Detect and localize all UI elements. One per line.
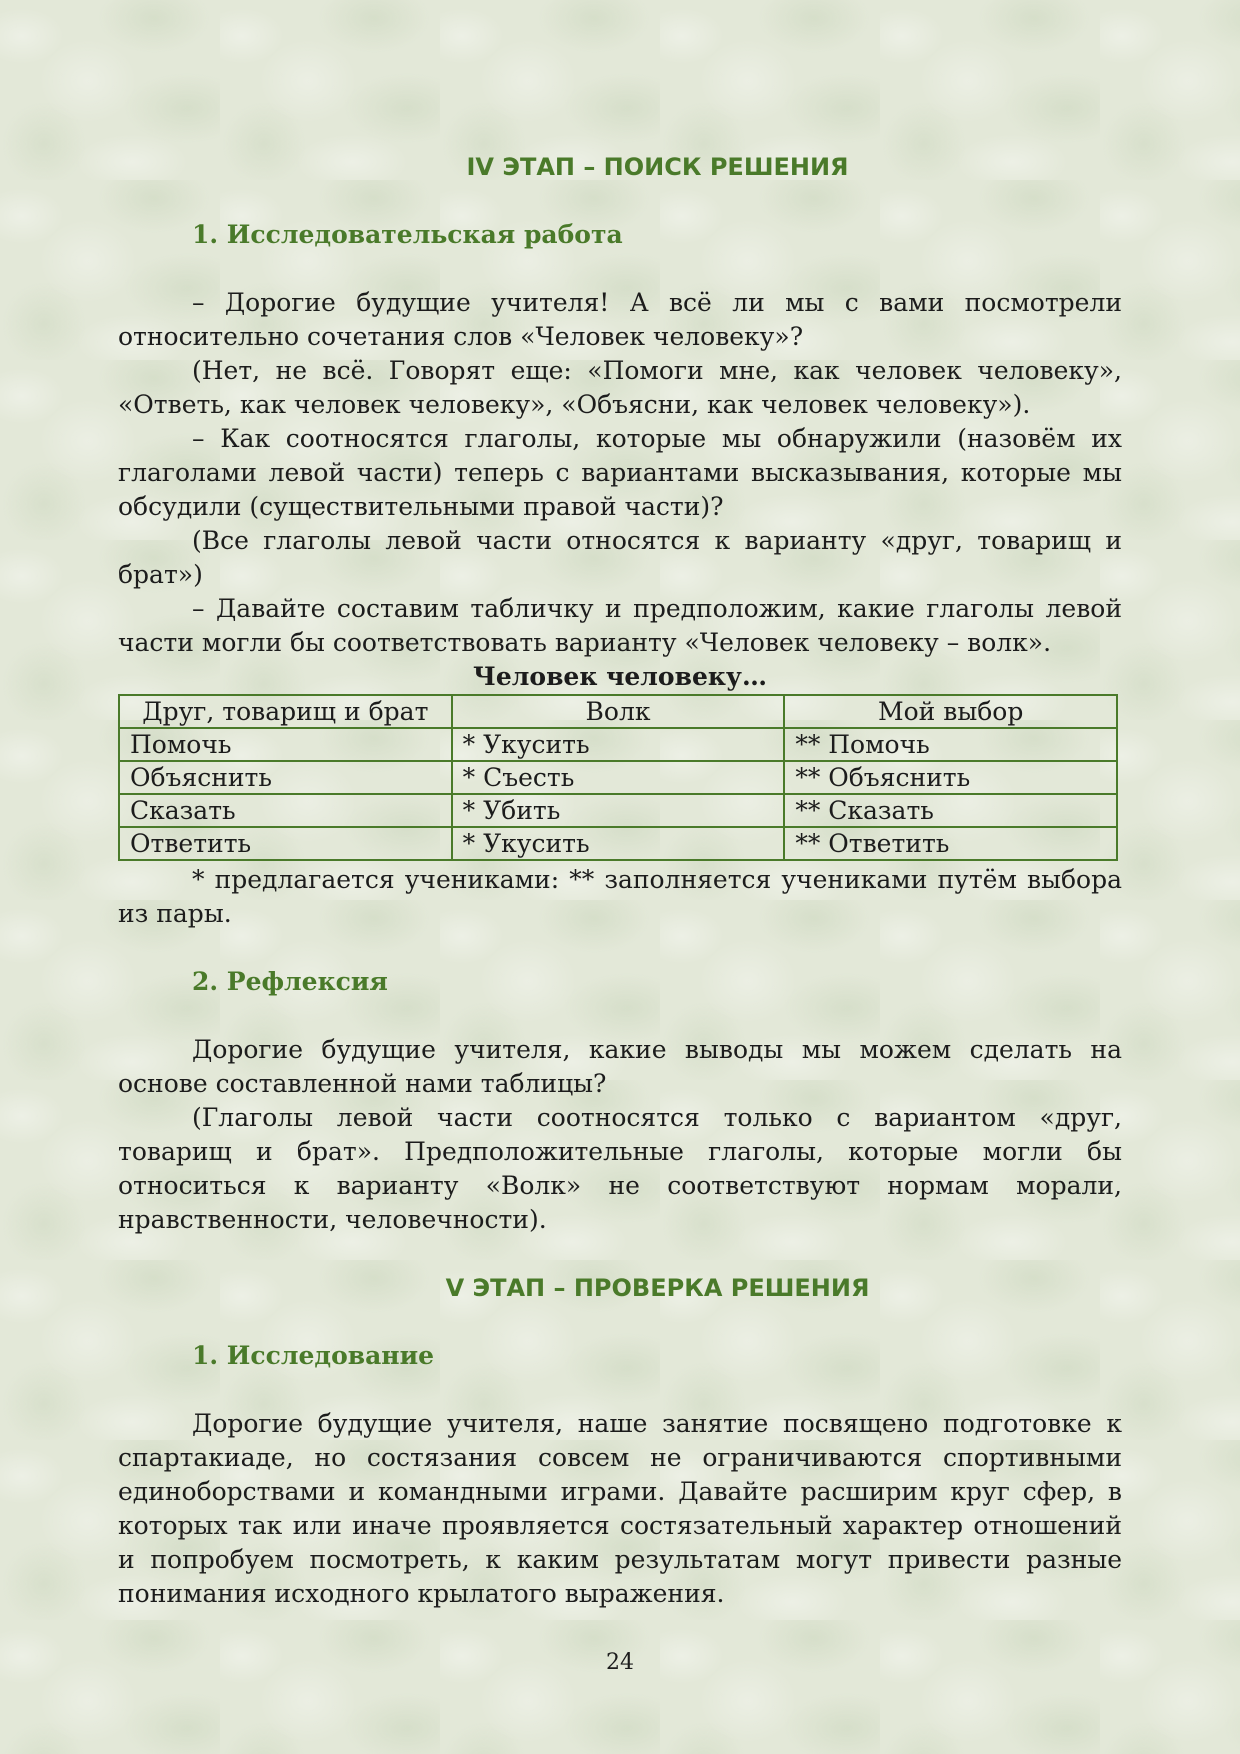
paragraph: (Все глаголы левой части относятся к варианту «друг, товарищ и брат») xyxy=(118,526,1122,589)
table-cell: * Укусить xyxy=(452,827,785,860)
page-number: 24 xyxy=(606,1650,634,1675)
table-cell: ** Ответить xyxy=(784,827,1117,860)
paragraph: (Нет, не всё. Говорят еще: «Помоги мне, как человек человеку», «Ответь, как человек человеку», «Объясни, как человек человеку»). xyxy=(118,356,1122,419)
table-header-row xyxy=(119,695,1117,728)
table-cell: * Убить xyxy=(452,794,785,827)
section-research-title: 1. Исследовательская работа xyxy=(192,220,623,249)
paragraph: Дорогие будущие учителя, наше занятие посвящено подготовке к спартакиаде, но состязания совсем не ограничиваются спортивными единоборствами и командными играми. Давайте расширим круг сфер, в которых так или иначе проявляется состязательный характер отношений и попробуем посмотреть, к каким результатам могут привести разные понимания исходного крылатого выражения. xyxy=(118,1409,1122,1608)
table-row xyxy=(119,728,1117,761)
table-cell: * Съесть xyxy=(452,761,785,794)
section-reflection-title: 2. Рефлексия xyxy=(192,967,388,996)
table-cell: Объяснить xyxy=(119,761,452,794)
table-cell: ** Помочь xyxy=(784,728,1117,761)
verbs-table xyxy=(118,694,1118,861)
page-content xyxy=(118,150,1122,1611)
stage-5-title: V ЭТАП – ПРОВЕРКА РЕШЕНИЯ xyxy=(445,1274,870,1302)
table-cell: * Укусить xyxy=(452,728,785,761)
table-caption: Человек человеку… xyxy=(473,662,767,691)
paragraph: – Давайте составим табличку и предположим, какие глаголы левой части могли бы соответствовать варианту «Человек человеку – волк». xyxy=(118,594,1122,657)
table-cell: Помочь xyxy=(119,728,452,761)
table-cell: Ответить xyxy=(119,827,452,860)
table-cell: ** Сказать xyxy=(784,794,1117,827)
table-cell: ** Объяснить xyxy=(784,761,1117,794)
table-header-cell: Друг, товарищ и брат xyxy=(119,695,452,728)
paragraph: (Глаголы левой части соотносятся только с вариантом «друг, товарищ и брат». Предположительные глаголы, которые могли бы относиться к варианту «Волк» не соответствуют нормам морали, нравственности, человечности). xyxy=(118,1103,1122,1234)
table-header-cell: Волк xyxy=(452,695,785,728)
stage-4-title: IV ЭТАП – ПОИСК РЕШЕНИЯ xyxy=(466,153,849,181)
table-row xyxy=(119,761,1117,794)
table-header-cell: Мой выбор xyxy=(784,695,1117,728)
table-cell: Сказать xyxy=(119,794,452,827)
paragraph: Дорогие будущие учителя, какие выводы мы можем сделать на основе составленной нами таблицы? xyxy=(118,1035,1122,1098)
paragraph: – Дорогие будущие учителя! А всё ли мы с вами посмотрели относительно сочетания слов «Человек человеку»? xyxy=(118,288,1122,351)
table-footnote: * предлагается учениками: ** заполняется учениками путём выбора из пары. xyxy=(118,865,1122,928)
table-row xyxy=(119,794,1117,827)
section-study-title: 1. Исследование xyxy=(192,1341,435,1370)
paragraph: – Как соотносятся глаголы, которые мы обнаружили (назовём их глаголами левой части) теперь с вариантами высказывания, которые мы обсудили (существительными правой части)? xyxy=(118,424,1122,521)
table-row xyxy=(119,827,1117,860)
